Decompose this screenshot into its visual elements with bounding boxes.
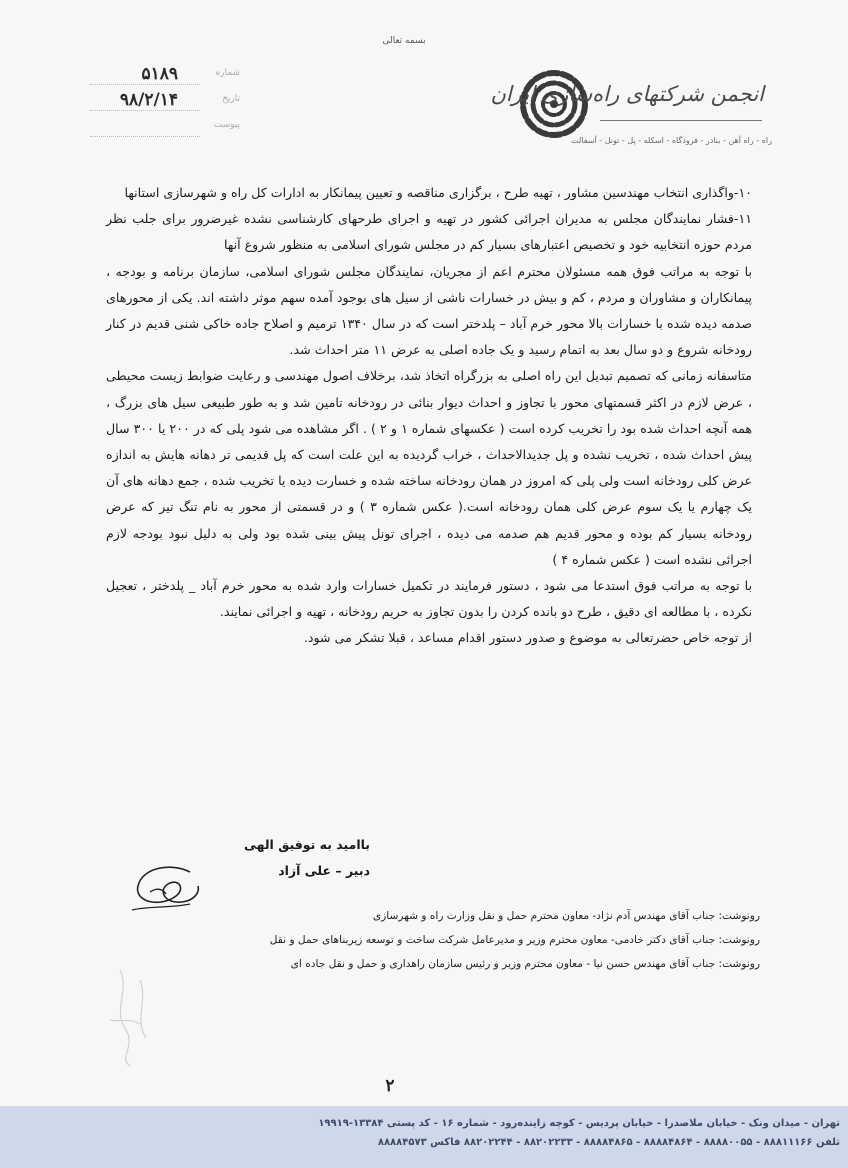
signer-name: دبیر – علی آزاد [278, 863, 370, 878]
basmala-heading: بسمه تعالی [382, 36, 426, 46]
footer-address: تهران - میدان ونک - خیابان ملاصدرا - خیابان پردیس - کوچه زاینده‌رود - شماره ۱۶ - کد پستی ۱۳۳۸۴-۱۹۹۱۹ [318, 1118, 840, 1129]
carbon-copy-list [110, 904, 760, 976]
faded-stamp [100, 960, 170, 1070]
cc-line: رونوشت: جناب آقای مهندس حسن نیا - معاون محترم وزیر و رئیس سازمان راهداری و حمل و نقل جاده ای [290, 958, 760, 970]
ref-attachment-row [60, 116, 240, 138]
page-number: ۲ [385, 1076, 395, 1096]
ref-date-label: تاریخ [222, 94, 240, 104]
reference-block [60, 64, 240, 144]
ref-number-row [60, 64, 240, 86]
ref-number-label: شماره [215, 68, 240, 78]
ref-attachment-label: پیوست [213, 120, 240, 130]
paragraph-item-11: ۱۱-فشار نمایندگان مجلس به مدیران اجرائی کشور در تهیه و اجرای طرحهای کارشناسی نشده غیرضرور برای جلب نظر مردم حوزه انتخابیه خود و تخصیص اعتبارهای بسیار کم در مجلس شورای اسلامی به منظور شروع آنها [106, 211, 752, 253]
ref-date-value: ۹۸/۲/۱۴ [119, 90, 178, 110]
closing-salutation: باامید به توفیق الهی [243, 837, 370, 852]
paragraph-analysis: متاسفانه زمانی که تصمیم تبدیل این راه اصلی به بزرگراه اتخاذ شد، برخلاف اصول مهندسی و رعایت ضوابط زیست محیطی ، عرض لازم در اکثر قسمتهای محور با تجاوز و احداث دیوار بنائی در رودخانه تامین شد و به طور طبیعی سیل های بزرگ ، همه آنچه احداث شده بود را تخریب کرده است ( عکسهای شماره ۱ و ۲ ) . اگر مشاهده می شود پلی که در ۲۰۰ یا ۳۰۰ سال پیش احداث شده ، تخریب نشده و پل جدیدالاحداث ، خراب گردیده به این علت است که پل قدیمی تر دهانه هایش به اندازه عرض کلی رودخانه است ولی پلی که امروز در همان رودخانه ساخته شده و خسارت دیده یا تخریب شده ، جمع دهانه های آن یک چهارم یا یک سوم عرض کلی همان رودخانه است.( عکس شماره ۳ ) و در قسمتی از محور به نام تنگ تیر که عرض رودخانه بسیار کم بوده و محور قدیم هم صدمه می دیده ، اجرای تونل پیش بینی شده بود ولی به دلیل نبود بودجه لازم اجرائی نشده است ( عکس شماره ۴ ) [106, 368, 753, 567]
ref-attachment-line [90, 136, 200, 137]
organization-name: انجمن شرکتهای راه‌سازی ایران [490, 82, 764, 106]
paragraph-request: با توجه به مراتب فوق استدعا می شود ، دستور فرمایند در تکمیل خسارات وارد شده به محور خرم آباد _ پلدختر ، تعجیل نکرده ، با مطالعه ای دقیق ، طرح دو بانده کردن را بدون تجاوز به حریم رودخانه ، تهیه و اجرائی نمایند. [106, 578, 752, 620]
footer-phones: تلفن ۸۸۸۱۱۱۶۶ - ۸۸۸۸۰۰۵۵ - ۸۸۸۸۴۸۶۴ - ۸۸۸۸۴۸۶۵ - ۸۸۲۰۲۲۳۳ - ۸۸۲۰۲۲۴۴ فاکس ۸۸۸۸۴۵۷۳ [377, 1137, 840, 1148]
paragraph-thanks: از توجه خاص حضرتعالی به موضوع و صدور دستور اقدام مساعد ، قبلا تشکر می شود. [303, 630, 752, 646]
paragraph-item-10: ۱۰-واگذاری انتخاب مهندسین مشاور ، تهیه طرح ، برگزاری مناقصه و تعیین پیمانکار به ادارات کل راه و شهرسازی استانها [124, 185, 752, 200]
ref-date-line [90, 110, 200, 111]
footer-contact [150, 1114, 840, 1152]
organization-underline [600, 120, 762, 121]
footer-band [0, 1106, 848, 1168]
paragraph-summary: با توجه به مراتب فوق همه مسئولان محترم اعم از مجریان، نمایندگان مجلس شورای اسلامی، سازمان برنامه و بودجه ، پیمانکاران و مشاوران و مردم ، کم و بیش در خسارات ناشی از سیل های بوجود آمده سهم موثر داشته اند. یکی از محورهای صدمه دیده شده با خسارات بالا محور خرم آباد – پلدختر است که در سال ۱۳۴۰ ترمیم و اصلاح جاده خاکی شنی قدیم در کنار رودخانه شروع و دو سال بعد به اتمام رسید و یک جاده اصلی به عرض ۱۱ متر احداث شد. [106, 263, 752, 358]
cc-line: رونوشت: جناب آقای مهندس آدم نژاد- معاون محترم حمل و نقل وزارت راه و شهرسازی [372, 910, 760, 922]
ref-number-value: ۵۱۸۹ [141, 64, 178, 84]
organization-subtitle: راه - راه آهن - بنادر - فرودگاه - اسکله - پل - تونل - آسفالت [571, 136, 772, 145]
ref-date-row [60, 90, 240, 112]
cc-line: رونوشت: جناب آقای دکتر خادمی- معاون محترم وزیر و مدیرعامل شرکت ساخت و توسعه زیربناهای حمل و نقل [269, 934, 760, 946]
ref-number-line [90, 84, 200, 85]
letter-body [106, 180, 752, 652]
